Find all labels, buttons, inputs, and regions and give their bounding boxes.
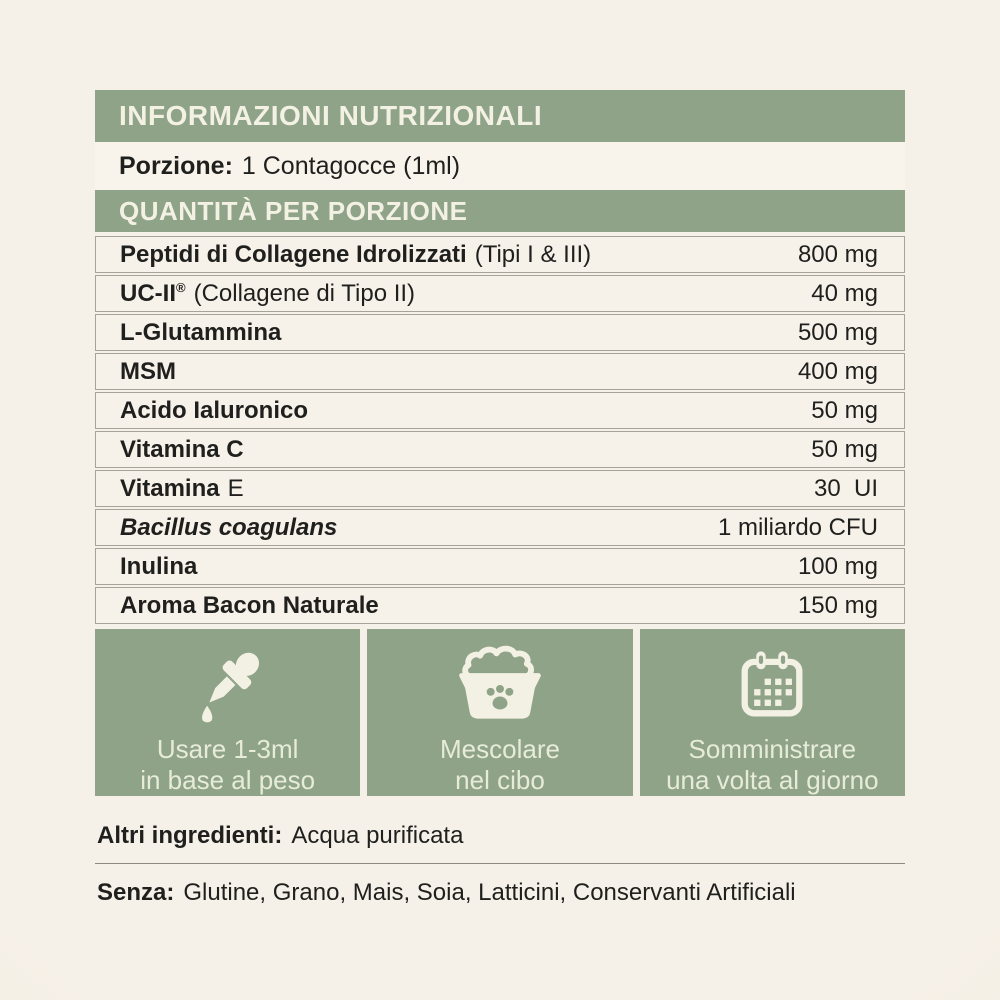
registered-mark: ®: [176, 279, 186, 295]
usage-caption-line1: Usare 1-3ml: [156, 733, 299, 764]
allergen-label: Senza:: [97, 879, 175, 906]
nutrient-row: [95, 275, 905, 312]
serving-label: Porzione:: [119, 151, 233, 180]
other-ingredients-value: Acqua purificata: [291, 822, 464, 849]
usage-card-dosage: [95, 629, 360, 796]
nutrient-row: [95, 509, 905, 546]
nutrient-row: [95, 548, 905, 585]
serving-value: 1 Contagocce (1ml): [241, 151, 461, 180]
amount-per-serving-text: QUANTITÀ PER PORZIONE: [119, 195, 468, 226]
usage-caption-line2: in base al peso: [140, 764, 316, 795]
nutrient-amount: 150 mg: [797, 591, 878, 619]
usage-caption-line1: Mescolare: [440, 733, 560, 764]
nutrient-row: [95, 587, 905, 624]
nutrient-amount: 40 mg: [811, 279, 878, 307]
nutrient-row: [95, 470, 905, 507]
nutrient-row: [95, 431, 905, 468]
allergen-line: [95, 879, 905, 907]
nutrient-name: L-Glutammina: [120, 318, 282, 346]
nutrient-amount: 100 mg: [797, 552, 878, 580]
usage-card-frequency: [640, 629, 905, 796]
nutrient-name: Aroma Bacon Naturale: [120, 591, 379, 619]
panel-title: [95, 90, 905, 142]
nutrient-amount: 50 mg: [811, 396, 878, 424]
serving-row: [95, 142, 905, 190]
dog-bowl-icon: [444, 639, 556, 734]
nutrient-amount: 500 mg: [797, 318, 878, 346]
allergen-value: Glutine, Grano, Mais, Soia, Latticini, Conservanti Artificiali: [183, 879, 796, 906]
nutrient-name: Peptidi di Collagene Idrolizzati (Tipi I & III): [120, 240, 592, 268]
nutrient-table: [95, 236, 905, 624]
usage-caption: [440, 734, 560, 796]
nutrient-row: [95, 314, 905, 351]
nutrient-row: [95, 392, 905, 429]
footer-divider: [95, 863, 905, 864]
dropper-icon: [184, 639, 272, 734]
amount-per-serving-header: [95, 190, 905, 232]
usage-caption-line2: nel cibo: [455, 764, 545, 795]
nutrient-name: Acido Ialuronico: [120, 396, 309, 424]
nutrient-name: Vitamina C: [120, 435, 244, 463]
usage-caption: [140, 734, 315, 796]
other-ingredients-label: Altri ingredienti:: [97, 822, 283, 849]
nutrient-row: [95, 236, 905, 273]
nutrient-row: [95, 353, 905, 390]
calendar-icon: [730, 639, 814, 734]
usage-caption: [666, 734, 878, 796]
nutrient-amount: 400 mg: [797, 357, 878, 385]
usage-cards: [95, 629, 905, 796]
nutrient-name: Bacillus coagulans: [120, 513, 338, 541]
other-ingredients: [95, 822, 905, 850]
usage-card-food: [367, 629, 632, 796]
panel-title-text: INFORMAZIONI NUTRIZIONALI: [119, 100, 543, 131]
nutrient-amount: 50 mg: [811, 435, 878, 463]
nutrient-amount: 30 UI: [813, 474, 878, 502]
nutrient-name: UC-II® (Collagene di Tipo II): [120, 279, 416, 307]
nutrient-name: Vitamina E: [120, 474, 244, 502]
nutrient-name: MSM: [120, 357, 176, 385]
nutrient-name: Inulina: [120, 552, 198, 580]
nutrient-amount: 1 miliardo CFU: [717, 513, 878, 541]
usage-caption-line1: Somministrare: [688, 733, 857, 764]
nutrition-panel: [95, 90, 905, 907]
usage-caption-line2: una volta al giorno: [666, 764, 879, 795]
nutrient-amount: 800 mg: [797, 240, 878, 268]
